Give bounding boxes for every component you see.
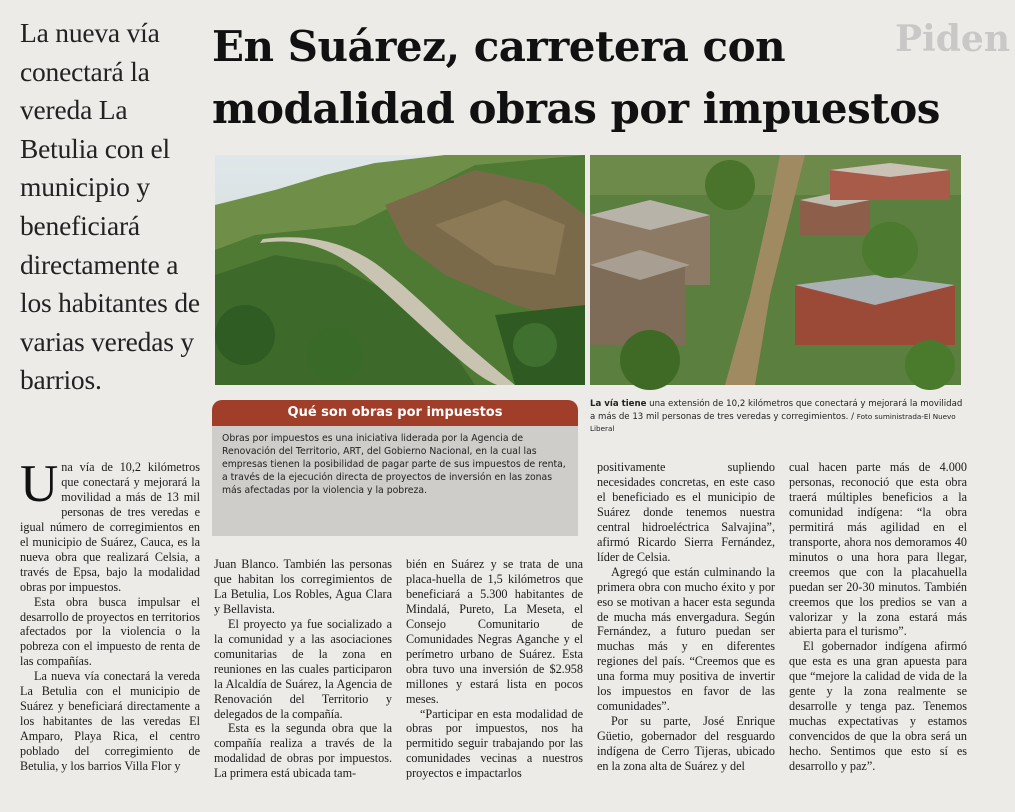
paragraph: Agregó que están culminando la primera obra con mucho éxito y por eso se motivan a hacer esta segunda de mucha más envergadura. Según Fernández, a futuro puedan ser muchas más y en diferentes regiones del país. “Creemos que es una forma muy positiva de invertir los impuestos en favor de las comunidades”. <box>597 564 775 714</box>
town-photo <box>590 155 961 385</box>
caption-lead: La vía tiene <box>590 399 647 409</box>
paragraph: Por su parte, José Enrique Güetio, gobernador del resguardo indígena de Cerro Tijeras, ubicado en la zona alta de Suárez y del <box>597 714 775 774</box>
article-column-2 <box>214 557 392 810</box>
article-column-4 <box>597 460 775 810</box>
sidebar-box-title: Qué son obras por impuestos <box>212 400 578 426</box>
paragraph: bién en Suárez y se trata de una placa-huella de 1,5 kilómetros que beneficiará a 5.300 habitantes de Mindalá, Pureto, La Meseta, el Consejo Comunitario de Comunidades Negras Aganche y el perímetro urbano de Suárez. Esta obra tuvo una inversión de $2.958 millones y estará lista en pocos meses. <box>406 557 583 706</box>
paragraph: na vía de 10,2 kilómetros que conectará y mejorará la movilidad a más de 13 mil personas de tres veredas e igual número de corregimientos en el municipio de Suárez, Cauca, es la nueva obra que realizará Celsia, a través de Epsa, bajo la modalidad obras por impuestos. <box>20 460 200 594</box>
article-column-3 <box>406 557 583 810</box>
article-column-5 <box>789 460 967 810</box>
town-photo-illustration <box>590 155 961 385</box>
paragraph: El proyecto ya fue socializado a la comunidad y a las asociaciones comunitarias de la zona en reuniones en las cuales participaron la Alcaldía de Suárez, la Agencia de Renovación del Territorio y delegados de la compañía. <box>214 616 392 721</box>
paragraph: “Participar en esta modalidad de obras por impuestos, nos ha permitido seguir trabajando por las comunidades vecinas a nuestros proyectos e impactarlos <box>406 706 583 781</box>
paragraph: Esta obra busca impulsar el desarrollo de proyectos en territorios afectados por la violencia o la pobreza con el impuesto de renta de las compañías. <box>20 594 200 669</box>
paragraph: El gobernador indígena afirmó que esta es una gran apuesta para que “mejore la calidad de vida de la gente y la zona realmente se desarrolle y tenga paz. Tenemos muchas expectativas y estamos convencidos de que la obra será un hecho. Sentimos que esto sí es desarrollo y paz”. <box>789 639 967 774</box>
paragraph: cual hacen parte más de 4.000 personas, reconoció que esta obra traerá múltiples beneficios a la comunidad indígena: “la obra permitirá más agilidad en el transporte, ahora nos demoramos 40 minutos o una hora para llegar, creemos que con la placahuella puedan ser 20-30 minutos. También creemos que los predios se van a valorizar y la zona estará más abierta para el turismo”. <box>789 460 967 639</box>
paragraph: Esta es la segunda obra que la compañía realiza a través de la modalidad de obras por impuestos. La primera está ubicada tam- <box>214 721 392 781</box>
paragraph: positivamente supliendo necesidades concretas, en este caso el beneficiado es el municipio de Suárez donde tenemos nuestra central hidroeléctrica Salvajina”, afirmó Ricardo Sierra Fernández, líder de Celsia. <box>597 460 775 564</box>
drop-cap: U <box>20 455 59 513</box>
photo-caption <box>590 398 968 436</box>
caption-credit: Foto suministrada-El Nuevo Liberal <box>590 411 956 433</box>
article-headline: En Suárez, carretera con modalidad obras por impuestos <box>212 22 940 133</box>
paragraph: Juan Blanco. También las personas que habitan los corregimientos de La Betulia, Los Robles, Agua Clara y Bellavista. <box>214 557 392 616</box>
road-photo-illustration <box>215 155 585 385</box>
article-column-1 <box>20 455 200 810</box>
caption-text: una extensión de 10,2 kilómetros que conectará y mejorará la movilidad a más de 13 mil personas de tres veredas y corregimientos. / <box>590 399 963 422</box>
summary-deck: La nueva vía conectará la vereda La Betulia con el municipio y beneficiará directamente a los habitantes de varias veredas y barrios. <box>20 17 200 396</box>
paragraph: La nueva vía conectará la vereda La Betulia con el municipio de Suárez y beneficiará directamente a los habitantes de las veredas El Amparo, Playa Rica, el centro poblado del corregimiento de Betulia, y los barrios Villa Flor y <box>20 669 200 774</box>
next-article-headline-fragment: Piden <box>895 18 1010 60</box>
road-photo <box>215 155 585 385</box>
sidebar-box-body: Obras por impuestos es una iniciativa liderada por la Agencia de Renovación del Territorio, ART, del Gobierno Nacional, en la cual las empresas tienen la posibilidad de pagar parte de sus impuestos de renta, a través de la ejecución directa de proyectos de inversión en las zonas más afectadas por la violencia y la pobreza. <box>212 426 578 536</box>
